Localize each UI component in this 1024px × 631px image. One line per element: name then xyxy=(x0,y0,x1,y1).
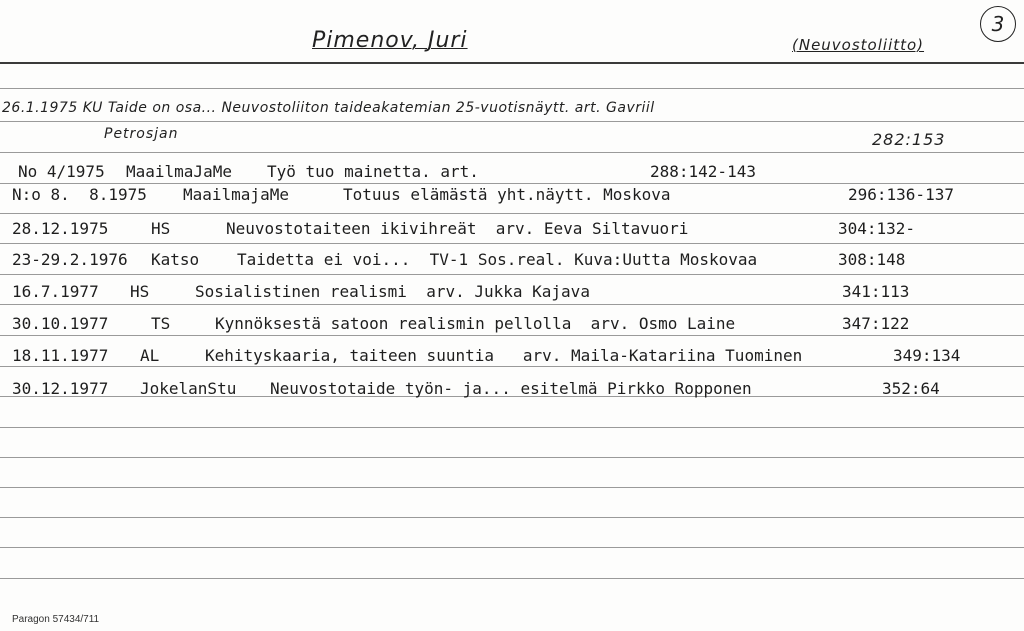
entry-3-ref: 304:132- xyxy=(838,219,916,238)
ruled-line xyxy=(0,243,1024,244)
entry-4-source: Katso xyxy=(151,250,200,269)
entry-8-source: JokelanStu xyxy=(140,379,237,398)
entry-4-ref: 308:148 xyxy=(838,250,906,269)
handwritten-entry-line-2: Petrosjan xyxy=(104,126,179,142)
entry-4-title: Taidetta ei voi... TV-1 Sos.real. Kuva:Uutta Moskovaa xyxy=(237,250,758,269)
entry-2-ref: 296:136-137 xyxy=(848,185,954,204)
header-rule xyxy=(0,62,1024,64)
entry-7-title: Kehityskaaria, taiteen suuntia arv. Maila-Katariina Tuominen xyxy=(205,346,803,365)
entry-8-title: Neuvostotaide työn- ja... esitelmä Pirkko Ropponen xyxy=(270,379,752,398)
ruled-line xyxy=(0,427,1024,428)
entry-8-date: 30.12.1977 xyxy=(12,379,109,398)
entry-2-source: MaailmajaMe xyxy=(183,185,289,204)
entry-5-source: HS xyxy=(130,282,150,301)
entry-7-ref: 349:134 xyxy=(893,346,961,365)
entry-1-ref: 288:142-143 xyxy=(650,162,756,181)
ruled-line xyxy=(0,274,1024,275)
entry-7-source: AL xyxy=(140,346,160,365)
entry-6-date: 30.10.1977 xyxy=(12,314,109,333)
entry-3-source: HS xyxy=(151,219,171,238)
entry-3-date: 28.12.1975 xyxy=(12,219,109,238)
entry-1-title: Työ tuo mainetta. art. xyxy=(267,162,479,181)
entry-5-date: 16.7.1977 xyxy=(12,282,99,301)
handwritten-entry-ref: 282:153 xyxy=(872,130,946,149)
entry-3-title: Neuvostotaiteen ikivihreät arv. Eeva Siltavuori xyxy=(226,219,689,238)
ruled-line xyxy=(0,183,1024,184)
entry-6-title: Kynnöksestä satoon realismin pellolla arv. Osmo Laine xyxy=(215,314,736,333)
ruled-line xyxy=(0,304,1024,305)
ruled-line xyxy=(0,121,1024,122)
entry-4-date: 23-29.2.1976 xyxy=(12,250,128,269)
entry-2-date: N:o 8. 8.1975 xyxy=(12,185,147,204)
entry-1-source: MaailmaJaMe xyxy=(126,162,232,181)
ruled-line xyxy=(0,517,1024,518)
entry-6-ref: 347:122 xyxy=(842,314,910,333)
ruled-line xyxy=(0,213,1024,214)
card-name: Pimenov, Juri xyxy=(312,28,468,53)
card-number: 3 xyxy=(980,6,1016,42)
entry-8-ref: 352:64 xyxy=(882,379,940,398)
card-footer: Paragon 57434/711 xyxy=(12,614,100,625)
ruled-line xyxy=(0,335,1024,336)
ruled-line xyxy=(0,487,1024,488)
entry-6-source: TS xyxy=(151,314,171,333)
entry-5-title: Sosialistinen realismi arv. Jukka Kajava xyxy=(195,282,590,301)
card-country: (Neuvostoliitto) xyxy=(792,36,925,54)
ruled-line xyxy=(0,457,1024,458)
ruled-line xyxy=(0,578,1024,579)
ruled-line xyxy=(0,152,1024,153)
entry-5-ref: 341:113 xyxy=(842,282,910,301)
handwritten-entry-line-1: 26.1.1975 KU Taide on osa... Neuvostoliiton taideakatemian 25-vuotisnäytt. art. Gavriil xyxy=(2,100,655,116)
ruled-line xyxy=(0,88,1024,89)
ruled-line xyxy=(0,547,1024,548)
entry-2-title: Totuus elämästä yht.näytt. Moskova xyxy=(343,185,671,204)
ruled-line xyxy=(0,366,1024,367)
entry-1-date: No 4/1975 xyxy=(18,162,105,181)
entry-7-date: 18.11.1977 xyxy=(12,346,109,365)
